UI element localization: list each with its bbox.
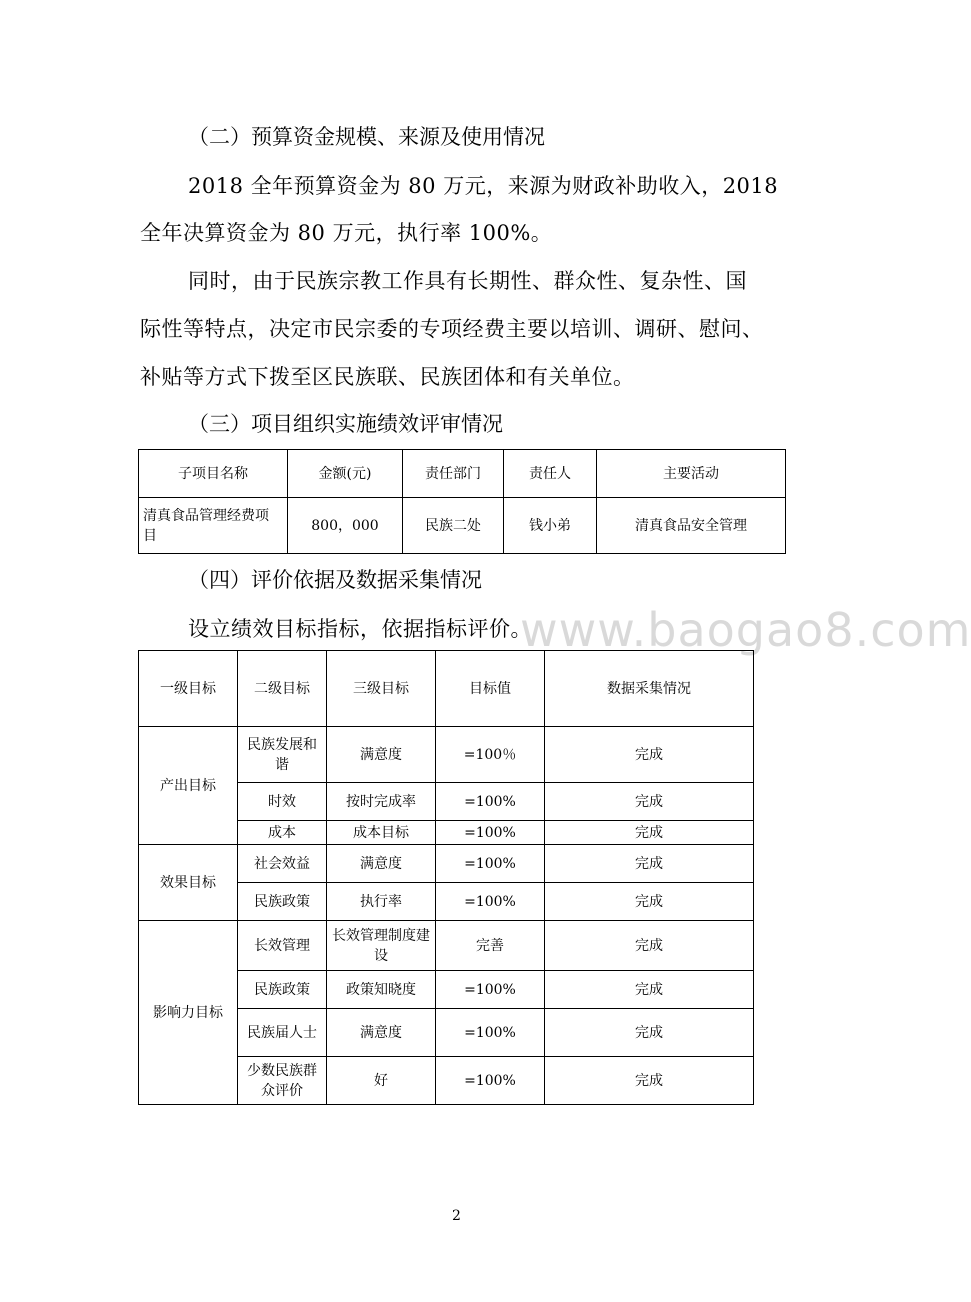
para2-line1: 同时，由于民族宗教工作具有长期性、群众性、复杂性、国: [188, 269, 747, 293]
table-cell: 长效管理: [238, 921, 327, 971]
group-cell: 效果目标: [139, 845, 238, 921]
table-cell: 800，000: [288, 498, 403, 554]
para2-line2: 际性等特点，决定市民宗委的专项经费主要以培训、调研、慰问、: [140, 317, 764, 341]
section4-heading: （四）评价依据及数据采集情况: [188, 568, 482, 592]
header-cell: 主要活动: [597, 450, 786, 498]
para1-line2: 全年决算资金为 80 万元，执行率 100%。: [140, 221, 553, 245]
table-cell: 完成: [545, 1009, 754, 1057]
para2-line3: 补贴等方式下拨至区民族联、民族团体和有关单位。: [140, 365, 635, 389]
group-cell: 影响力目标: [139, 921, 238, 1105]
table-cell: 成本目标: [327, 821, 436, 845]
project-table-header-row: [139, 450, 786, 498]
table-cell: 完成: [545, 727, 754, 783]
table-cell: 完成: [545, 921, 754, 971]
table-cell: 完善: [436, 921, 545, 971]
table-cell: 民族政策: [238, 971, 327, 1009]
table-row: [139, 727, 754, 783]
watermark: www.baogao8.com: [520, 603, 971, 657]
indicator-table-header-row: [139, 651, 754, 727]
table-cell: 民族届人士: [238, 1009, 327, 1057]
table-cell: 成本: [238, 821, 327, 845]
table-cell: 社会效益: [238, 845, 327, 883]
table-cell: 民族政策: [238, 883, 327, 921]
section3-heading: （三）项目组织实施绩效评审情况: [188, 412, 503, 436]
page-number: 2: [452, 1208, 461, 1224]
table-cell: =100%: [436, 783, 545, 821]
table-cell: 执行率: [327, 883, 436, 921]
table-cell: 少数民族群众评价: [238, 1057, 327, 1105]
table-cell: 满意度: [327, 845, 436, 883]
table-cell: 完成: [545, 845, 754, 883]
table-cell: 满意度: [327, 727, 436, 783]
table-cell: 完成: [545, 971, 754, 1009]
table-cell: =100%: [436, 1057, 545, 1105]
table-cell: 政策知晓度: [327, 971, 436, 1009]
table-cell: =100％: [436, 727, 545, 783]
table-cell: 完成: [545, 783, 754, 821]
header-cell: 目标值: [436, 651, 545, 727]
table-cell: 好: [327, 1057, 436, 1105]
table-cell: 清真食品安全管理: [597, 498, 786, 554]
header-cell: 责任人: [504, 450, 597, 498]
table-cell: =100%: [436, 845, 545, 883]
header-cell: 一级目标: [139, 651, 238, 727]
table-cell: 满意度: [327, 1009, 436, 1057]
project-table: [138, 449, 786, 554]
header-cell: 数据采集情况: [545, 651, 754, 727]
table-cell: 钱小弟: [504, 498, 597, 554]
table-cell: =100%: [436, 1009, 545, 1057]
para1-line1: 2018 全年预算资金为 80 万元，来源为财政补助收入，2018: [188, 174, 779, 198]
table-cell: =100%: [436, 883, 545, 921]
group-cell: 产出目标: [139, 727, 238, 845]
header-cell: 金额(元): [288, 450, 403, 498]
table-cell: 长效管理制度建设: [327, 921, 436, 971]
indicator-table: [138, 650, 754, 1105]
project-table-row: [139, 498, 786, 554]
header-cell: 三级目标: [327, 651, 436, 727]
table-cell: 清真食品管理经费项目: [139, 498, 288, 554]
section2-heading: （二）预算资金规模、来源及使用情况: [188, 125, 545, 149]
table-cell: =100%: [436, 971, 545, 1009]
table-row: [139, 845, 754, 883]
section4-para: 设立绩效目标指标，依据指标评价。: [188, 617, 532, 641]
table-cell: 完成: [545, 821, 754, 845]
table-cell: 时效: [238, 783, 327, 821]
table-cell: 民族二处: [403, 498, 504, 554]
header-cell: 二级目标: [238, 651, 327, 727]
table-cell: 按时完成率: [327, 783, 436, 821]
table-cell: =100%: [436, 821, 545, 845]
table-row: [139, 921, 754, 971]
header-cell: 责任部门: [403, 450, 504, 498]
table-cell: 民族发展和谐: [238, 727, 327, 783]
header-cell: 子项目名称: [139, 450, 288, 498]
table-cell: 完成: [545, 1057, 754, 1105]
table-cell: 完成: [545, 883, 754, 921]
